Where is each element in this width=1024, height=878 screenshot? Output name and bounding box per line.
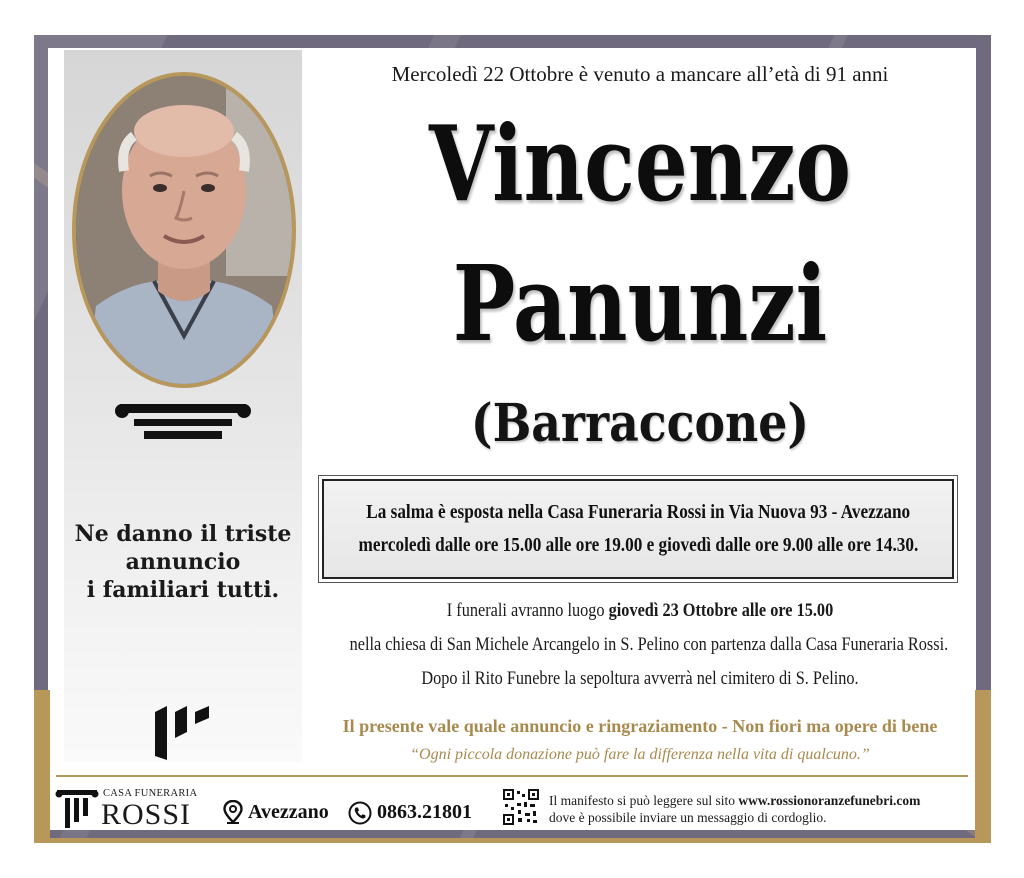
brand-small-text: CASA FUNERARIA xyxy=(103,788,198,799)
viewing-location: La salma è esposta nella Casa Funeraria Rossi in Via Nuova 93 - Avezzano xyxy=(366,501,910,523)
funeral-line-1 xyxy=(350,594,931,628)
portrait-photo xyxy=(72,72,296,388)
family-announcement xyxy=(64,520,302,604)
brand-mark-icon xyxy=(155,706,213,762)
family-note-line: annuncio xyxy=(125,549,241,575)
family-note-line: Ne danno il triste xyxy=(74,521,292,547)
funeral-intro: I funerali avranno luogo xyxy=(446,601,609,621)
website-info xyxy=(549,792,920,826)
location-pin-icon xyxy=(223,800,243,824)
acknowledgement-notice: Il presente vale quale annuncio e ringraziamento - Non fiori ma opere di bene xyxy=(342,716,938,736)
column-logo-icon xyxy=(55,788,99,828)
footer-divider xyxy=(56,775,968,777)
column-capital-icon xyxy=(112,402,254,442)
family-note-line: i familiari tutti. xyxy=(86,577,280,603)
funeral-home-logo xyxy=(55,786,205,830)
funeral-details xyxy=(310,594,970,696)
deceased-first-name: Vincenzo xyxy=(428,102,851,225)
gold-border-bottom xyxy=(34,838,991,843)
website-prefix: Il manifesto si può leggere sul sito xyxy=(549,793,739,808)
donation-quote: “Ogni piccola donazione può fare la differenza nella vita di qualcuno.” xyxy=(410,746,870,763)
brand-name: ROSSI xyxy=(101,798,192,831)
website-link[interactable]: www.rossionoranzefunebri.com xyxy=(738,793,921,808)
deceased-nickname: (Barraccone) xyxy=(470,393,810,454)
gold-border-right xyxy=(975,690,991,842)
gold-border-left xyxy=(34,690,50,842)
qr-code-icon xyxy=(503,789,539,825)
phone-number: 0863.21801 xyxy=(377,801,472,823)
deceased-last-name: Panunzi xyxy=(452,242,828,365)
phone-icon xyxy=(348,801,372,825)
funeral-line-3: Dopo il Rito Funebre la sepoltura avverrà nel cimitero di S. Pelino. xyxy=(421,669,859,689)
funeral-datetime: giovedì 23 Ottobre alle ore 15.00 xyxy=(608,601,834,621)
viewing-info-box xyxy=(322,479,954,579)
location-text: Avezzano xyxy=(248,801,329,823)
website-line-2: dove è possibile inviare un messaggio di cordoglio. xyxy=(549,810,827,825)
death-date-line: Mercoledì 22 Ottobre è venuto a mancare all’età di 91 anni xyxy=(391,62,889,86)
funeral-line-2: nella chiesa di San Michele Arcangelo in S. Pelino con partenza dalla Casa Funeraria Rossi. xyxy=(349,635,949,655)
viewing-hours: mercoledì dalle ore 15.00 alle ore 19.00 e giovedì dalle ore 9.00 alle ore 14.30. xyxy=(358,534,918,556)
